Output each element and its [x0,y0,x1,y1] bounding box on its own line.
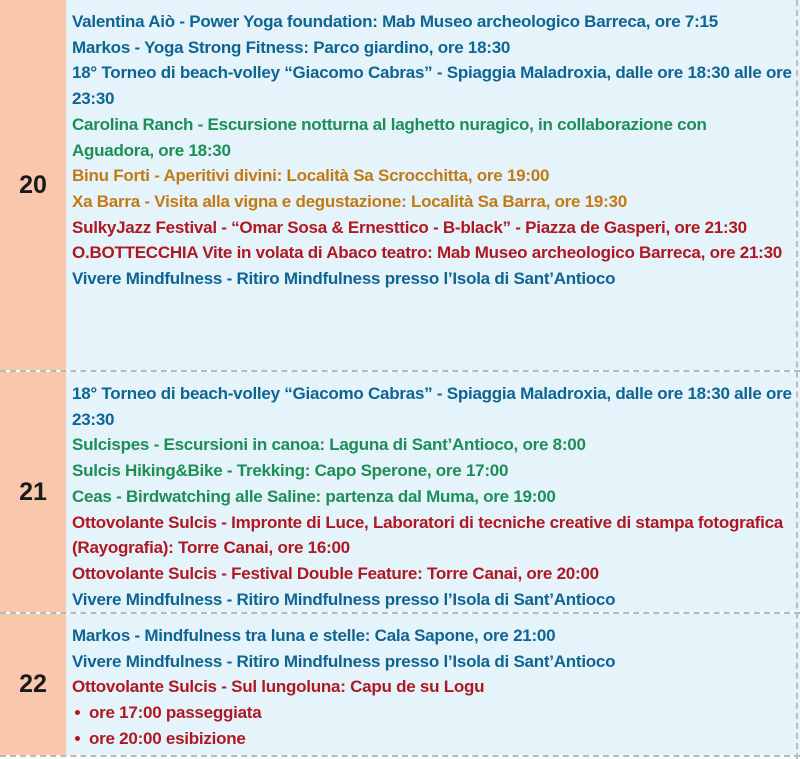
bullet-icon [75,736,80,741]
event-item: O.BOTTECCHIA Vite in volata di Abaco teatro: Mab Museo archeologico Barreca, ore 21:30 [72,243,782,263]
event-item: Binu Forti - Aperitivi divini: Località Sa Scrocchitta, ore 19:00 [72,166,550,186]
day-number: 22 [0,614,66,755]
day-row [0,0,800,370]
day-number: 20 [0,0,66,370]
page-edge [796,0,800,759]
event-subitem [72,726,792,752]
event-list [66,614,800,755]
event-item: Ottovolante Sulcis - Impronte di Luce, Laboratori di tecniche creative di stampa fotografica (Rayografia): Torre Canai, ore 16:00 [72,512,783,558]
event-item: Xa Barra - Visita alla vigna e degustazione: Località Sa Barra, ore 19:30 [72,191,627,211]
bullet-icon [75,710,80,715]
event-item: Ottovolante Sulcis - Sul lungoluna: Capu de su Logu [72,677,485,697]
day-row [0,372,800,612]
event-item: Vivere Mindfulness - Ritiro Mindfulness presso l’Isola di Sant’Antioco [72,651,616,671]
day-number: 21 [0,372,66,612]
event-item: Valentina Aiò - Power Yoga foundation: Mab Museo archeologico Barreca, ore 7:15 [72,12,718,31]
event-item: Sulcis Hiking&Bike - Trekking: Capo Sperone, ore 17:00 [72,461,509,481]
event-item: Markos - Yoga Strong Fitness: Parco giardino, ore 18:30 [72,37,511,57]
event-subitem-text: ore 20:00 esibizione [89,728,246,748]
day-row [0,614,800,755]
event-item: Sulcispes - Escursioni in canoa: Laguna di Sant’Antioco, ore 8:00 [72,435,586,455]
event-sublist [72,700,792,751]
event-item: 18° Torneo di beach-volley “Giacomo Cabras” - Spiaggia Maladroxia, dalle ore 18:30 alle ore 23:30 [72,63,792,109]
event-item: Markos - Mindfulness tra luna e stelle: Cala Sapone, ore 21:00 [72,626,556,645]
event-item: 18° Torneo di beach-volley “Giacomo Cabras” - Spiaggia Maladroxia, dalle ore 18:30 alle ore 23:30 [72,384,792,429]
event-list [66,0,800,370]
event-item: Vivere Mindfulness - Ritiro Mindfulness presso l’Isola di Sant’Antioco [72,269,616,289]
event-item: Carolina Ranch - Escursione notturna al laghetto nuragico, in collaborazione con Aguadora, ore 18:30 [72,114,707,160]
event-subitem [72,700,792,726]
event-item: SulkyJazz Festival - “Omar Sosa & Ernesttico - B-black” - Piazza de Gasperi, ore 21:30 [72,217,747,237]
event-item: Vivere Mindfulness - Ritiro Mindfulness presso l’Isola di Sant’Antioco [72,589,616,609]
event-item: Ottovolante Sulcis - Festival Double Feature: Torre Canai, ore 20:00 [72,563,599,583]
event-subitem-text: ore 17:00 passeggiata [89,703,262,723]
event-item: Ceas - Birdwatching alle Saline: partenza dal Muma, ore 19:00 [72,486,556,506]
event-list [66,372,800,612]
row-divider [0,755,800,757]
